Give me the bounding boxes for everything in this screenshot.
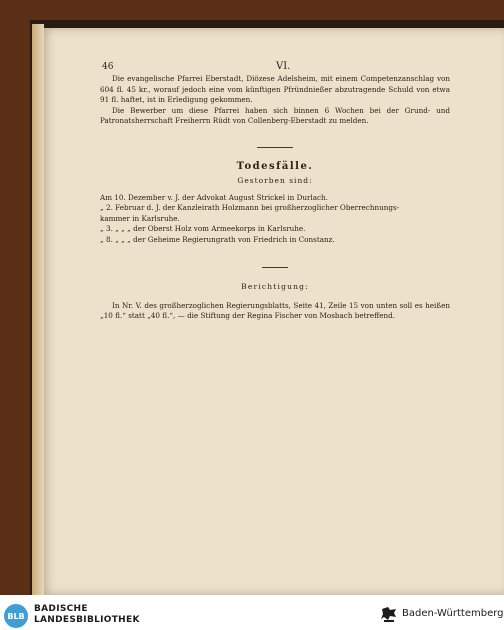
page-number: 46	[102, 62, 114, 72]
correction-notice	[100, 301, 450, 322]
deaths-subtitle: Gestorben sind:	[237, 176, 313, 185]
baden-wuerttemberg-lion-icon	[380, 605, 398, 625]
deaths-title: Todesfälle.	[236, 160, 314, 172]
vacancy-notice	[100, 74, 450, 127]
death-entry	[100, 224, 450, 235]
section-divider	[262, 267, 288, 268]
vacancy-paragraph-2: Die Bewerber um diese Pfarrei haben sich binnen 6 Wochen bei der Grund- und Patronatsherrschaft Freiherrn Rüdt von Collenberg-Eberstadt zu melden.	[100, 105, 450, 125]
section-divider	[257, 147, 293, 148]
issue-number: VI.	[276, 61, 291, 72]
death-entry-continuation: kammer in Karlsruhe.	[100, 213, 180, 223]
page-binding-edge	[32, 24, 44, 595]
state-name: Baden-Württemberg	[402, 608, 504, 619]
death-entry	[100, 193, 450, 204]
death-entry	[100, 235, 450, 246]
death-entry-text: „ 8. „ „ „ der Geheime Regierungrath von Friedrich in Constanz.	[100, 234, 335, 244]
correction-title: Berichtigung:	[241, 282, 309, 291]
page-header	[100, 60, 450, 74]
death-entry	[100, 203, 450, 224]
page-content	[100, 60, 450, 322]
blb-logo: BLB	[4, 604, 28, 628]
deaths-list	[100, 193, 450, 246]
death-entry-text: „ 3. „ „ „ der Oberst Holz vom Armeekorps in Karlsruhe.	[100, 224, 306, 233]
correction-text: In Nr. V. des großherzoglichen Regierungsblatts, Seite 41, Zeile 15 von unten soll es heißen „10 fl.“ statt „40 fl.“, — die Stiftung der Regina Fischer von Mosbach betreffend.	[100, 300, 450, 320]
death-entry-text: Am 10. Dezember v. J. der Advokat August Strickel in Durlach.	[100, 192, 328, 202]
library-name: BADISCHE LANDESBIBLIOTHEK	[34, 604, 140, 625]
death-entry-text: „ 2. Februar d. J. der Kanzleirath Holzmann bei großherzoglicher Oberrechnungs-	[100, 203, 400, 212]
vacancy-paragraph-1: Die evangelische Pfarrei Eberstadt, Diözese Adelsheim, mit einem Competenzanschlag von 604 fl. 45 kr., worauf jedoch eine vom künftigen Pfründnießer abzutragende Schuld von etwa 91 fl. haftet, ist in Erledigung gekommen.	[100, 74, 450, 104]
